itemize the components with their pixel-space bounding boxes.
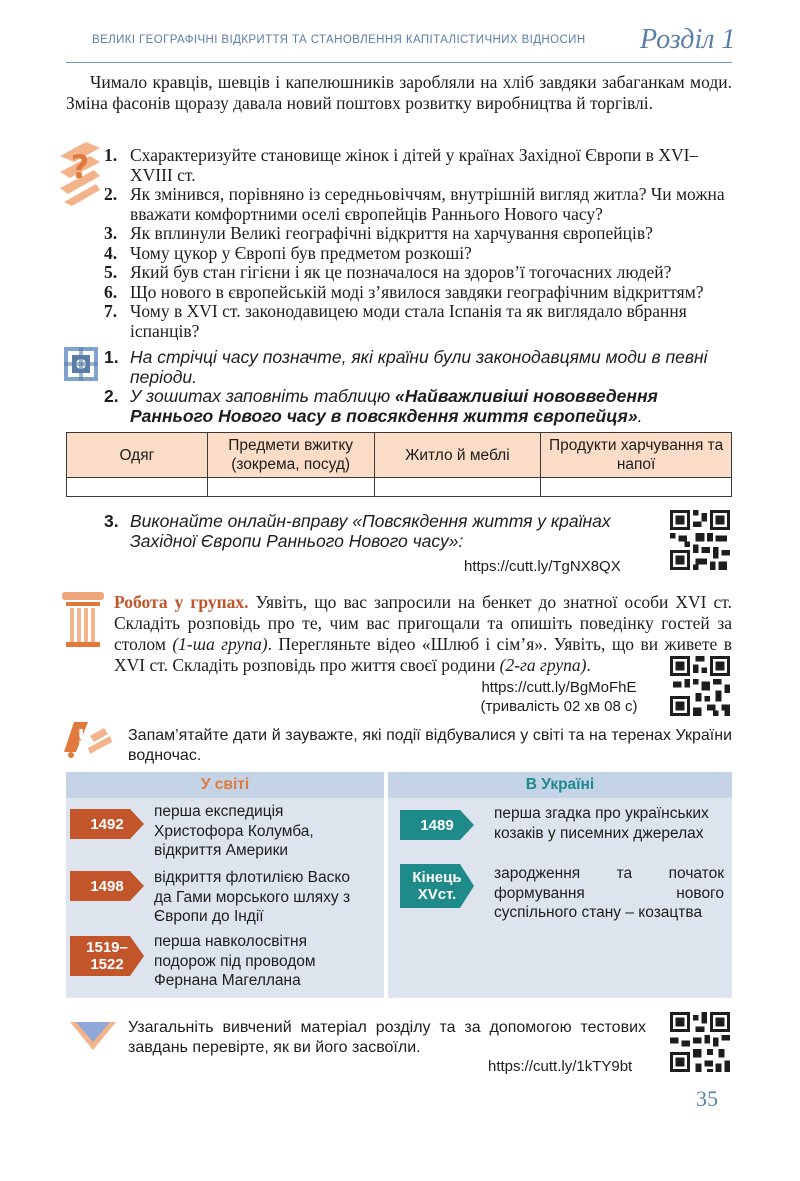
fill-in-table: [66, 432, 732, 497]
timeline-table: [66, 772, 732, 998]
timeline-event: відкриття флотилією Васко да Гами морського шляху з Європи до Індії: [154, 869, 351, 925]
intro-paragraph: Чимало кравців, шевців і капелюшників заробляли на хліб завдяки забаганкам моди. Зміна фасонів щоразу давала новий поштовх розвитку виробництва й торгівлі.: [66, 72, 732, 113]
list-item: 7. Чому в XVI ст. законодавицею моди стала Іспанія та як виглядало вбрання іспанців?: [104, 301, 687, 341]
ukraine-column: [388, 772, 732, 998]
ukraine-column-title: В Україні: [388, 772, 732, 798]
timeline-event: перша експедиція Христофора Колумба, відкриття Америки: [154, 803, 314, 859]
date-badge: 1519– 1522: [70, 936, 144, 976]
list-item: 3. Як вплинули Великі географічні відкриття на харчування європейців?: [104, 223, 653, 243]
world-column-title: У світі: [66, 772, 384, 798]
date-badge: 1492: [70, 809, 144, 839]
table-cell: [67, 478, 208, 497]
remember-instruction: Запам’ятайте дати й зауважте, які події відбувалися у світі та на теренах України водночас.: [128, 727, 732, 764]
running-title: ВЕЛИКІ ГЕОГРАФІЧНІ ВІДКРИТТЯ ТА СТАНОВЛЕННЯ КАПІТАЛІСТИЧНИХ ВІДНОСИН: [92, 34, 586, 46]
list-item: 2. У зошитах заповніть таблицю «Найважливіші нововведення Раннього Нового часу в повсякдення життя європейця».: [104, 386, 658, 426]
timeline-event: перша навколосвітня подорож під проводом Фернана Магеллана: [154, 933, 316, 989]
column-icon: [62, 590, 104, 648]
exercise-link[interactable]: https://cutt.ly/TgNX8QX: [464, 558, 621, 575]
table-header-cell: Одяг: [67, 433, 208, 478]
list-item: 3. Виконайте онлайн-вправу «Повсякдення життя у країнах Західної Європи Раннього Нового часу»:: [104, 511, 611, 551]
date-badge: Кінець XVст.: [400, 864, 474, 908]
list-item: 1. Схарактеризуйте становище жінок і дітей у країнах Західної Європи в XVI–XVIII ст.: [104, 145, 699, 185]
task-ornament-icon: [64, 347, 98, 381]
timeline-event: перша згадка про українських козаків у писемних джерелах: [494, 805, 709, 842]
question-mark-icon: [60, 142, 100, 206]
timeline-event: зародження та початок формування нового суспільного стану – козацтва: [494, 865, 724, 921]
list-item: 2. Як змінився, порівняно із середньовіччям, внутрішній вигляд житла? Чи можна вважати комфортними оселі європейців Раннього Нового часу?: [104, 184, 725, 224]
svg-text:?: ?: [70, 148, 90, 186]
qr-code-icon[interactable]: [670, 656, 730, 716]
date-badge: 1498: [70, 871, 144, 901]
header-rule: [66, 62, 732, 63]
table-cell: [541, 478, 732, 497]
table-cell: [207, 478, 374, 497]
section-label: Розділ 1: [640, 24, 736, 55]
tasks-list: [104, 348, 732, 426]
list-item: 4. Чому цукор у Європі був предметом розкоші?: [104, 242, 472, 263]
world-column: [66, 772, 384, 998]
review-questions: [104, 146, 732, 341]
video-link[interactable]: https://cutt.ly/BgMoFhE: [481, 679, 637, 696]
list-item: 6. Що нового в європейській моді з’явилося завдяки географічним відкриттям?: [104, 281, 704, 302]
svg-text:!: !: [76, 725, 86, 749]
group-work-title: Робота у групах.: [114, 592, 249, 612]
list-item: 1. На стрічці часу позначте, які країни були законодавцями моди в певні періоди.: [104, 347, 708, 387]
exclamation-icon: [64, 722, 112, 758]
triangle-icon: [70, 1022, 116, 1050]
video-duration: (тривалість 02 хв 08 с): [480, 698, 638, 715]
table-header-cell: Предмети вжитку (зокрема, посуд): [207, 433, 374, 478]
table-header-cell: Продукти харчування та напої: [541, 433, 732, 478]
test-link[interactable]: https://cutt.ly/1kTY9bt: [488, 1058, 633, 1075]
list-item: 5. Який був стан гігієни і як це позначалося на здоров’ї тогочасних людей?: [104, 262, 672, 282]
online-exercise: [104, 512, 634, 551]
summary-instruction: Узагальніть вивчений матеріал розділу та за допомогою тестових завдань перевірте, як ви його засвоїли.: [128, 1019, 646, 1056]
date-badge: 1489: [400, 810, 474, 840]
group-work-paragraph: Робота у групах. Уявіть, що вас запросили на бенкет до знатної особи XVI ст. Складіть розповідь про те, чим вас пригощали та опишіть поведінку гостей за столом (1-ша група). Перегляньте відео «Шлюб і сім’я». Уявіть, що ви живете в XVI ст. Складіть розповідь про життя своєї родини (2-га група).: [114, 592, 733, 675]
table-cell: [374, 478, 541, 497]
video-link-block: [470, 678, 648, 716]
table-header-cell: Житло й меблі: [374, 433, 541, 478]
qr-code-icon[interactable]: [670, 510, 730, 570]
page-number: 35: [696, 1086, 718, 1111]
qr-code-icon[interactable]: [670, 1012, 730, 1072]
